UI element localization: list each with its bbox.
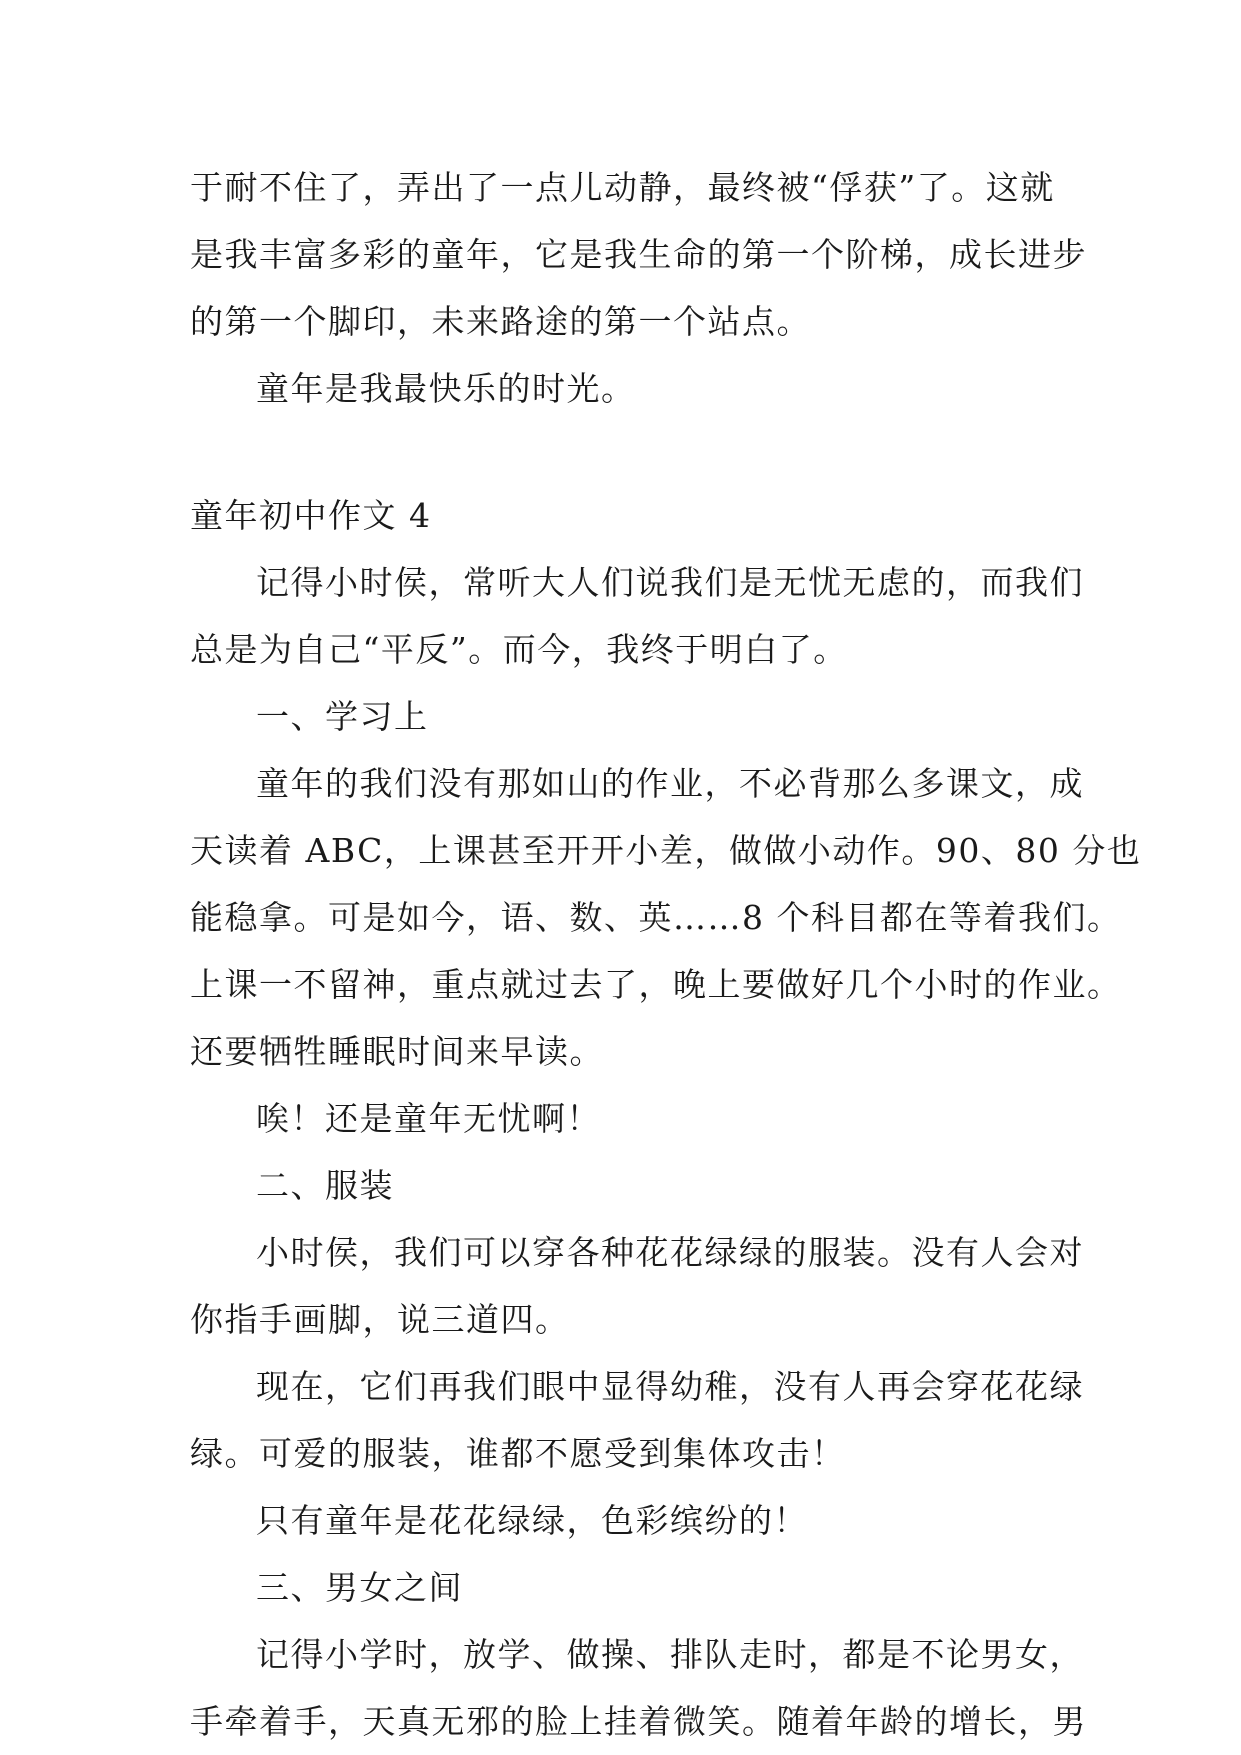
paragraph-clothing-past	[190, 1219, 1084, 1353]
paragraph-top	[190, 154, 1087, 355]
text-line: 你指手画脚，说三道四。	[190, 1300, 570, 1339]
text-line: 记得小学时，放学、做操、排队走时，都是不论男女，	[256, 1635, 1084, 1674]
paragraph-clothing-now	[190, 1353, 1084, 1487]
paragraph-gender	[190, 1621, 1087, 1755]
text-line: 手牵着手，天真无邪的脸上挂着微笑。随着年龄的增长，男	[190, 1702, 1087, 1741]
section-heading-clothing: 二、服装	[256, 1166, 394, 1205]
section-heading-study: 一、学习上	[256, 697, 429, 736]
text-line: 上课一不留神，重点就过去了，晚上要做好几个小时的作业。	[190, 965, 1122, 1004]
text-line: 天读着 ABC，上课甚至开开小差，做做小动作。90、80 分也	[190, 831, 1142, 870]
text-line: 于耐不住了，弄出了一点儿动静，最终被“俘获”了。这就	[190, 168, 1055, 207]
paragraph-intro	[190, 549, 1084, 683]
text-line: 总是为自己“平反”。而今，我终于明白了。	[190, 630, 848, 669]
text-line: 能稳拿。可是如今，语、数、英……8 个科目都在等着我们。	[190, 898, 1122, 937]
text-line: 记得小时侯，常听大人们说我们是无忧无虑的，而我们	[256, 563, 1084, 602]
text-line: 还要牺牲睡眠时间来早读。	[190, 1032, 604, 1071]
essay-body	[190, 154, 1142, 1755]
text-line: 的第一个脚印，未来路途的第一个站点。	[190, 302, 811, 341]
text-line: 现在，它们再我们眼中显得幼稚，没有人再会穿花花绿	[256, 1367, 1084, 1406]
section-heading-gender: 三、男女之间	[256, 1568, 463, 1607]
text-line: 小时侯，我们可以穿各种花花绿绿的服装。没有人会对	[256, 1233, 1084, 1272]
paragraph-colorful: 只有童年是花花绿绿，色彩缤纷的！	[256, 1501, 808, 1540]
paragraph-happy: 童年是我最快乐的时光。	[256, 369, 636, 408]
paragraph-sigh: 唉！还是童年无忧啊！	[256, 1099, 601, 1138]
paragraph-study	[190, 750, 1142, 1085]
essay-title: 童年初中作文 4	[190, 496, 432, 535]
text-line: 绿。可爱的服装，谁都不愿受到集体攻击！	[190, 1434, 846, 1473]
text-line: 童年的我们没有那如山的作业，不必背那么多课文，成	[256, 764, 1084, 803]
text-line: 是我丰富多彩的童年，它是我生命的第一个阶梯，成长进步	[190, 235, 1087, 274]
